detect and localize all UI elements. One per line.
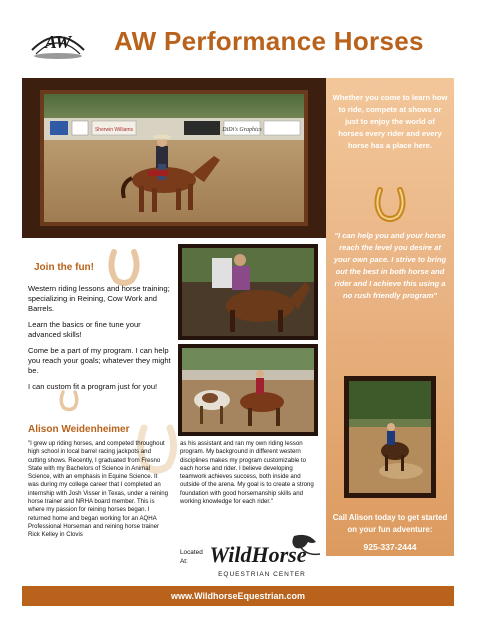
join-paragraph: Learn the basics or fine tune your advanced skills!: [28, 320, 141, 339]
banner-didi: DiDi's Graphics: [222, 127, 262, 133]
bio-text-column-1: "I grew up riding horses, and competed throughout high school in local barrel racing jackpots and cutting shows. Recently, I graduated from Fresno State with my Bachelors of Science in Animal Science, with an emphasis in Equine Science. It was during my college career that I completed an internship with Josh Visser in Texas, under a reining horse trainer and NRHA board member. This is where my passion for reining horses began. I returned home and began working for an AQHA Professional Horseman and reining horse trainer Rick Kelley in Clovis: [28, 440, 169, 539]
aw-logo-icon: [28, 20, 88, 62]
arena-photo-image: [44, 94, 304, 222]
sidebar: [326, 78, 454, 556]
call-to-action: Call Alison today to get started on your fun adventure:: [332, 513, 448, 534]
sidebar-quote: "I can help you and your horse reach the level you desire at your own pace. I strive to bring out the best in both horse and rider and I achieve this using a no rush friendly program": [333, 231, 447, 300]
footer-url[interactable]: www.WildhorseEquestrian.com: [22, 586, 454, 606]
wildhorse-logo-subtext: EQUESTRIAN CENTER: [218, 571, 306, 578]
join-paragraph: Come be a part of my program. I can help you reach your goals; whatever they might be.: [28, 346, 171, 375]
wildhorse-logo-text: WildHorse: [209, 542, 307, 567]
located-label: [180, 548, 204, 566]
rider-photo-2: [178, 344, 318, 436]
arena-rider-photo: [40, 90, 308, 226]
rider-photo-image-1: [182, 248, 314, 336]
join-paragraph: Western riding lessons and horse training; specializing in Reining, Cow Work and Barrels.: [28, 284, 170, 313]
horseshoe-icon: [106, 248, 142, 288]
wildhorse-logo: [208, 532, 328, 582]
header: [22, 14, 462, 70]
barrel-racing-photo: [344, 376, 436, 498]
main-photo-frame: [22, 78, 326, 238]
banner-sherwin: Sherwin Williams: [94, 127, 134, 133]
sidebar-intro-text: Whether you come to learn how to ride, compete at shows or just to enjoy the world of horses every rider and every horse has a place here.: [332, 93, 448, 150]
phone-number[interactable]: 925-337-2444: [363, 542, 417, 552]
join-text: [28, 284, 174, 398]
join-heading: Join the fun!: [34, 262, 94, 273]
bio-heading: Alison Weidenheimer: [28, 424, 130, 435]
logo-text: AW: [44, 32, 72, 52]
horseshoe-icon: [370, 184, 410, 224]
page-title: AW Performance Horses: [114, 26, 424, 56]
horseshoe-icon: [58, 390, 80, 412]
rider-photo-image-2: [182, 348, 314, 432]
join-paragraph: I can custom fit a program just for you!: [28, 382, 158, 391]
located-text: Located At:: [180, 549, 203, 565]
bio-text-column-2: as his assistant and ran my own riding lesson program. My background in different western disciplines makes my program customizable to each horse and rider. I believe developing teamwork achieves success, both inside and outside of the arena. My goal is to create a strong foundation with good horsemanship skills and working knowledge for each rider.": [180, 440, 314, 506]
barrel-photo-image: [349, 381, 431, 493]
rider-photo-1: [178, 244, 318, 340]
